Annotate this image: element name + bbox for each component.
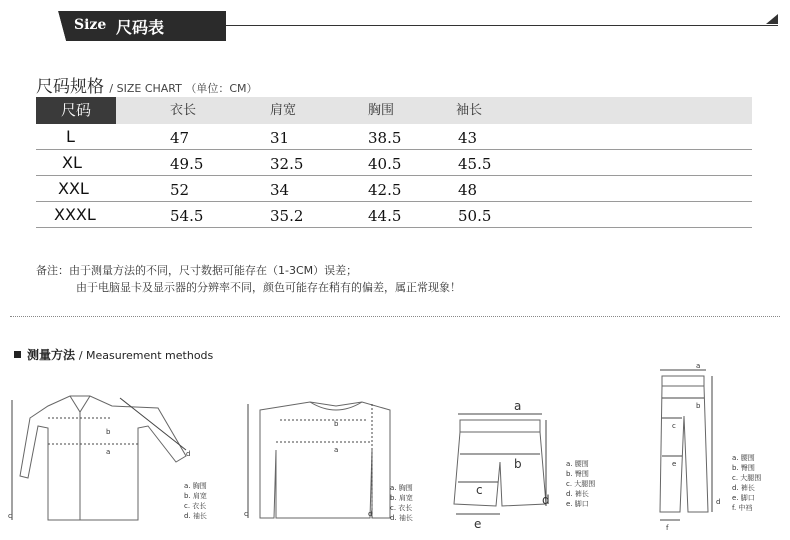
- value-cell: 42.5: [368, 181, 402, 199]
- label-a: a: [696, 362, 701, 370]
- size-chart-title-zh: 尺码规格: [36, 77, 104, 97]
- header-title-en: Size: [74, 17, 107, 33]
- section-divider: [10, 316, 780, 317]
- table-row: [36, 150, 752, 176]
- legend-item: b. 臀围: [732, 464, 755, 472]
- label-c: c: [8, 512, 12, 520]
- value-cell: 49.5: [170, 155, 204, 173]
- label-d: d: [186, 450, 191, 458]
- legend-item: a. 腰围: [732, 454, 755, 462]
- label-c: c: [672, 422, 676, 430]
- value-cell: 54.5: [170, 207, 204, 225]
- legend-item: b. 臀围: [566, 470, 589, 478]
- header-rule: [226, 25, 778, 26]
- legend-item: b. 肩宽: [390, 494, 413, 502]
- value-cell: 34: [270, 181, 290, 199]
- value-cell: 48: [458, 181, 478, 199]
- value-cell: 44.5: [368, 207, 402, 225]
- value-cell: 31: [270, 129, 290, 147]
- value-cell: 50.5: [458, 207, 492, 225]
- label-a: a: [334, 446, 339, 454]
- legend-item: d. 裤长: [732, 484, 755, 492]
- measurement-title-en: / Measurement methods: [78, 349, 214, 362]
- size-chart-subtitle: / SIZE CHART （单位：CM）: [109, 82, 258, 95]
- measurement-title: [14, 346, 213, 363]
- value-cell: 47: [170, 129, 190, 147]
- label-d: d: [716, 498, 721, 506]
- size-cell: XXL: [58, 179, 89, 198]
- legend-item: c. 大腿围: [566, 480, 596, 488]
- sweater-diagram: [240, 396, 440, 528]
- value-cell: 32.5: [270, 155, 304, 173]
- value-cell: 43: [458, 129, 478, 147]
- note-line-1: 备注：由于测量方法的不同，尺寸数据可能存在（1-3CM）误差；: [36, 264, 358, 277]
- label-d: d: [368, 510, 373, 518]
- measurement-title-zh: 测量方法: [27, 348, 76, 362]
- label-b: b: [514, 457, 522, 471]
- size-cell: L: [66, 127, 75, 146]
- table-row: [36, 202, 752, 228]
- table-row: [36, 124, 752, 150]
- pants-diagram: [650, 362, 780, 532]
- legend-item: d. 裤长: [566, 490, 589, 498]
- header-tab: [58, 11, 226, 41]
- legend-item: c. 大腿围: [732, 474, 762, 482]
- legend-item: d. 袖长: [184, 512, 207, 520]
- note-line-2: 由于电脑显卡及显示器的分辨率不同，颜色可能存在稍有的偏差，属正常现象！: [76, 281, 461, 294]
- label-b: b: [334, 420, 339, 428]
- header-title-zh: 尺码表: [116, 18, 165, 37]
- label-f: f: [666, 524, 669, 532]
- label-a: a: [106, 448, 111, 456]
- value-cell: 38.5: [368, 129, 402, 147]
- column-header-chest: 胸围: [368, 103, 395, 118]
- legend-item: a. 腰围: [566, 460, 589, 468]
- label-d: d: [542, 493, 550, 507]
- label-c: c: [244, 510, 248, 518]
- label-c: c: [476, 483, 483, 497]
- table-row: [36, 176, 752, 202]
- column-header-size: 尺码: [36, 97, 116, 124]
- value-cell: 35.2: [270, 207, 304, 225]
- shirt-diagram: [8, 388, 238, 528]
- column-header-shoulder: 肩宽: [270, 103, 297, 118]
- size-chart-title: [36, 72, 258, 97]
- column-header-length: 衣长: [170, 103, 197, 118]
- shorts-diagram: [450, 394, 620, 532]
- label-a: a: [514, 399, 522, 413]
- column-header-sleeve: 袖长: [456, 103, 483, 118]
- value-cell: 52: [170, 181, 190, 199]
- legend-item: d. 袖长: [390, 514, 413, 522]
- legend-item: f. 中裆: [732, 504, 753, 512]
- legend-item: e. 脚口: [566, 500, 589, 508]
- legend-item: b. 肩宽: [184, 492, 207, 500]
- legend-item: a. 胸围: [390, 484, 413, 492]
- label-e: e: [672, 460, 677, 468]
- legend-item: c. 衣长: [184, 502, 207, 510]
- value-cell: 40.5: [368, 155, 402, 173]
- legend-item: a. 胸围: [184, 482, 207, 490]
- size-cell: XL: [62, 153, 82, 172]
- legend-item: c. 衣长: [390, 504, 413, 512]
- legend-item: e. 脚口: [732, 494, 755, 502]
- value-cell: 45.5: [458, 155, 492, 173]
- square-bullet-icon: [14, 351, 21, 358]
- label-e: e: [474, 517, 482, 531]
- label-b: b: [106, 428, 111, 436]
- label-b: b: [696, 402, 701, 410]
- size-cell: XXXL: [54, 205, 96, 224]
